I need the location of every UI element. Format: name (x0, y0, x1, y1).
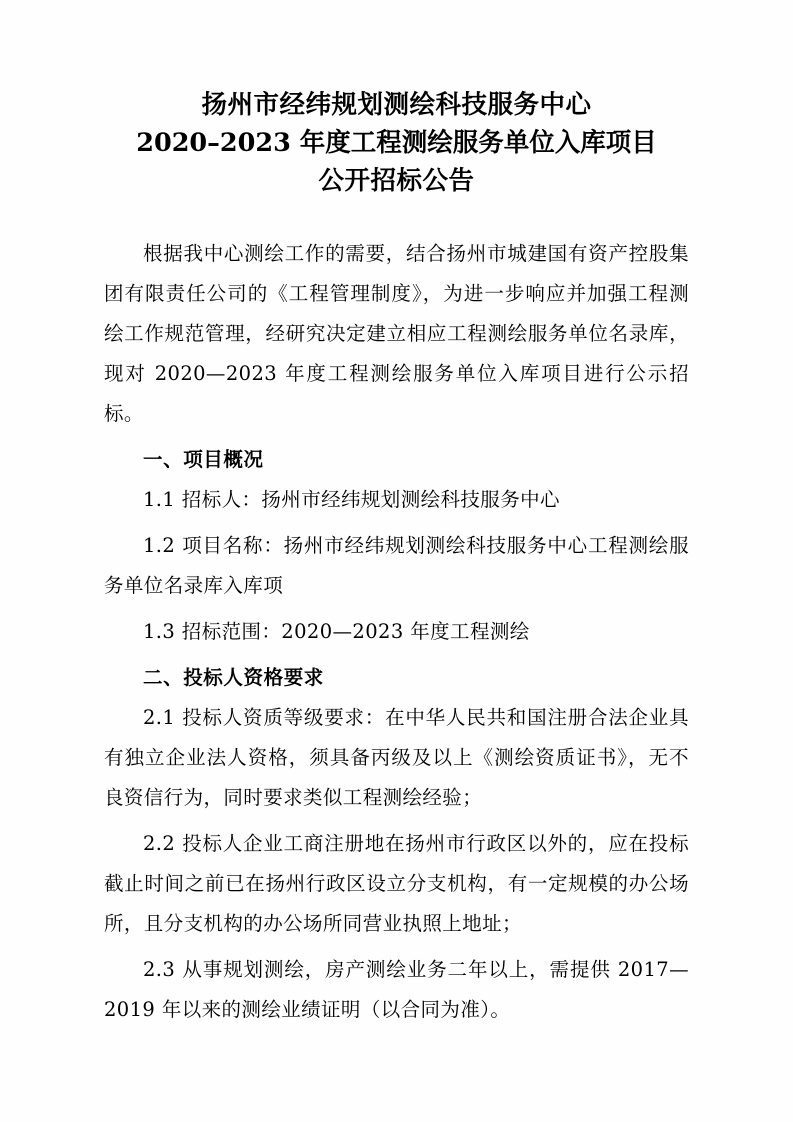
document-body (104, 234, 689, 1030)
title-line-3: 公开招标公告 (318, 166, 475, 196)
section-1-item-2: 1.2 项目名称：扬州市经纬规划测绘科技服务中心工程测绘服务单位名录库入库项 (104, 534, 689, 597)
section-2-item-1: 2.1 投标人资质等级要求：在中华人民共和国注册合法企业具有独立企业法人资格，须具备丙级及以上《测绘资质证书》，无不良资信行为，同时要求类似工程测绘经验； (104, 706, 689, 809)
section-1-item-3: 1.3 招标范围：2020—2023 年度工程测绘 (143, 620, 530, 643)
section-heading-1: 一、项目概况 (143, 448, 264, 471)
section-heading-2: 二、投标人资格要求 (143, 666, 324, 689)
section-2-item-3: 2.3 从事规划测绘，房产测绘业务二年以上，需提供 2017—2019 年以来的测绘业绩证明（以合同为准）。 (104, 958, 689, 1021)
intro-paragraph: 根据我中心测绘工作的需要，结合扬州市城建国有资产控股集团有限责任公司的《工程管理制度》，为进一步响应并加强工程测绘工作规范管理，经研究决定建立相应工程测绘服务单位名录库，现对 2020—2023 年度工程测绘服务单位入库项目进行公示招标。 (104, 242, 689, 425)
page-title (104, 86, 689, 200)
section-1-item-1: 1.1 招标人：扬州市经纬规划测绘科技服务中心 (143, 488, 560, 511)
title-line-2: 2020–2023 年度工程测绘服务单位入库项目 (136, 128, 657, 158)
section-2-item-2: 2.2 投标人企业工商注册地在扬州市行政区以外的，应在投标截止时间之前已在扬州行政区设立分支机构，有一定规模的办公场所，且分支机构的办公场所同营业执照上地址； (104, 832, 689, 935)
title-line-1: 扬州市经纬规划测绘科技服务中心 (201, 90, 592, 120)
